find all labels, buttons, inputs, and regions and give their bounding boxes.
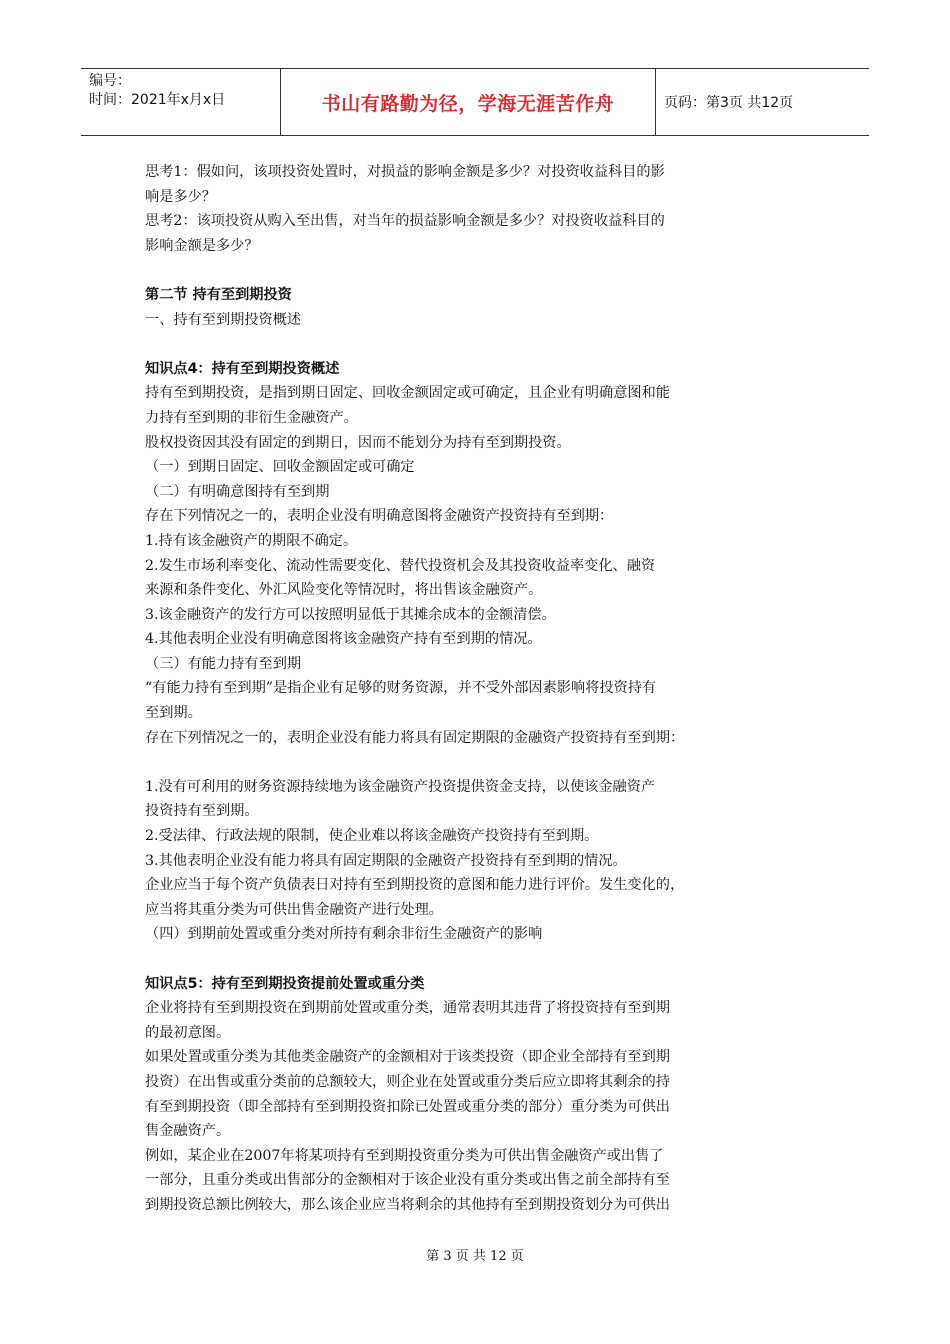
text-line: 持有至到期投资，是指到期日固定、回收金额固定或可确定，且企业有明确意图和能 — [145, 385, 670, 402]
text-line: 企业应当于每个资产负债表日对持有至到期投资的意图和能力进行评价。发生变化的， — [145, 877, 685, 894]
text-line: 3.其他表明企业没有能力将具有固定期限的金融资产投资持有至到期的情况。 — [145, 852, 627, 869]
text-line: 影响金额是多少？ — [145, 237, 259, 254]
section-heading: 知识点5：持有至到期投资提前处置或重分类 — [145, 975, 425, 992]
text-line: （二）有明确意图持有至到期 — [145, 483, 330, 500]
text-line: 例如，某企业在2007年将某项持有至到期投资重分类为可供出售金融资产或出售了 — [145, 1147, 664, 1164]
text-line: 思考2：该项投资从购入至出售，对当年的损益影响金额是多少？对投资收益科目的 — [145, 213, 665, 230]
text-line: 存在下列情况之一的，表明企业没有能力将具有固定期限的金融资产投资持有至到期： — [145, 729, 685, 746]
blank-line — [145, 258, 817, 283]
blank-line — [145, 332, 817, 357]
text-line: 思考1：假如问，该项投资处置时，对损益的影响金额是多少？对投资收益科目的影 — [145, 164, 665, 180]
page-footer: 第 3 页 共 12 页 — [426, 1249, 524, 1264]
text-line: 2.发生市场利率变化、流动性需要变化、替代投资机会及其投资收益率变化、融资 — [145, 557, 656, 574]
header-motto: 书山有路勤为径，学海无涯苦作舟 — [281, 69, 656, 135]
text-line: （三）有能力持有至到期 — [145, 655, 302, 672]
document-number: 编号： — [89, 73, 131, 89]
section-heading: 第二节 持有至到期投资 — [145, 286, 292, 303]
text-line: “有能力持有至到期”是指企业有足够的财务资源，并不受外部因素影响将投资持有 — [145, 680, 657, 697]
text-line: 2.受法律、行政法规的限制，使企业难以将该金融资产投资持有至到期。 — [145, 828, 599, 845]
text-line: 力持有至到期的非衍生金融资产。 — [145, 409, 358, 426]
text-line: 1.没有可利用的财务资源持续地为该金融资产投资提供资金支持，以使该金融资产 — [145, 778, 656, 795]
text-line: （一）到期日固定、回收金额固定或可确定 — [145, 459, 415, 476]
text-line: 企业将持有至到期投资在到期前处置或重分类，通常表明其违背了将投资持有至到期 — [145, 1000, 670, 1017]
header-page-number: 页码：第3页 共12页 — [664, 95, 794, 111]
text-line: 到期投资总额比例较大，那么该企业应当将剩余的其他持有至到期投资划分为可供出 — [145, 1196, 670, 1213]
text-line: （四）到期前处置或重分类对所持有剩余非衍生金融资产的影响 — [145, 926, 543, 943]
text-line: 投资）在出售或重分类前的总额较大，则企业在处置或重分类后应立即将其剩余的持 — [145, 1073, 670, 1090]
section-heading: 知识点4：持有至到期投资概述 — [145, 360, 340, 377]
text-line: 4.其他表明企业没有明确意图将该金融资产持有至到期的情况。 — [145, 631, 542, 648]
text-line: 响是多少？ — [145, 188, 216, 205]
text-line: 股权投资因其没有固定的到期日，因而不能划分为持有至到期投资。 — [145, 434, 571, 451]
page-header — [81, 68, 869, 136]
text-line: 应当将其重分类为可供出售金融资产进行处理。 — [145, 901, 443, 918]
text-line: 的最初意图。 — [145, 1024, 231, 1041]
text-line: 一部分，且重分类或出售部分的金额相对于该企业没有重分类或出售之前全部持有至 — [145, 1172, 670, 1189]
blank-line — [145, 750, 817, 775]
text-line: 1.持有该金融资产的期限不确定。 — [145, 532, 358, 549]
text-line: 有至到期投资（即全部持有至到期投资扣除已处置或重分类的部分）重分类为可供出 — [145, 1098, 670, 1115]
header-meta — [81, 69, 281, 135]
text-line: 售金融资产。 — [145, 1123, 231, 1140]
text-line: 3.该金融资产的发行方可以按照明显低于其摊余成本的金额清偿。 — [145, 606, 556, 623]
text-line: 如果处置或重分类为其他类金融资产的金额相对于该类投资（即企业全部持有至到期 — [145, 1049, 670, 1066]
text-line: 投资持有至到期。 — [145, 803, 259, 820]
text-line: 存在下列情况之一的，表明企业没有明确意图将金融资产投资持有至到期： — [145, 508, 614, 525]
document-date: 时间：2021年x月x日 — [89, 92, 226, 108]
text-line: 一、持有至到期投资概述 — [145, 311, 302, 328]
blank-line — [145, 947, 817, 972]
document-body — [145, 160, 817, 1218]
text-line: 来源和条件变化、外汇风险变化等情况时，将出售该金融资产。 — [145, 582, 543, 599]
text-line: 至到期。 — [145, 705, 202, 722]
